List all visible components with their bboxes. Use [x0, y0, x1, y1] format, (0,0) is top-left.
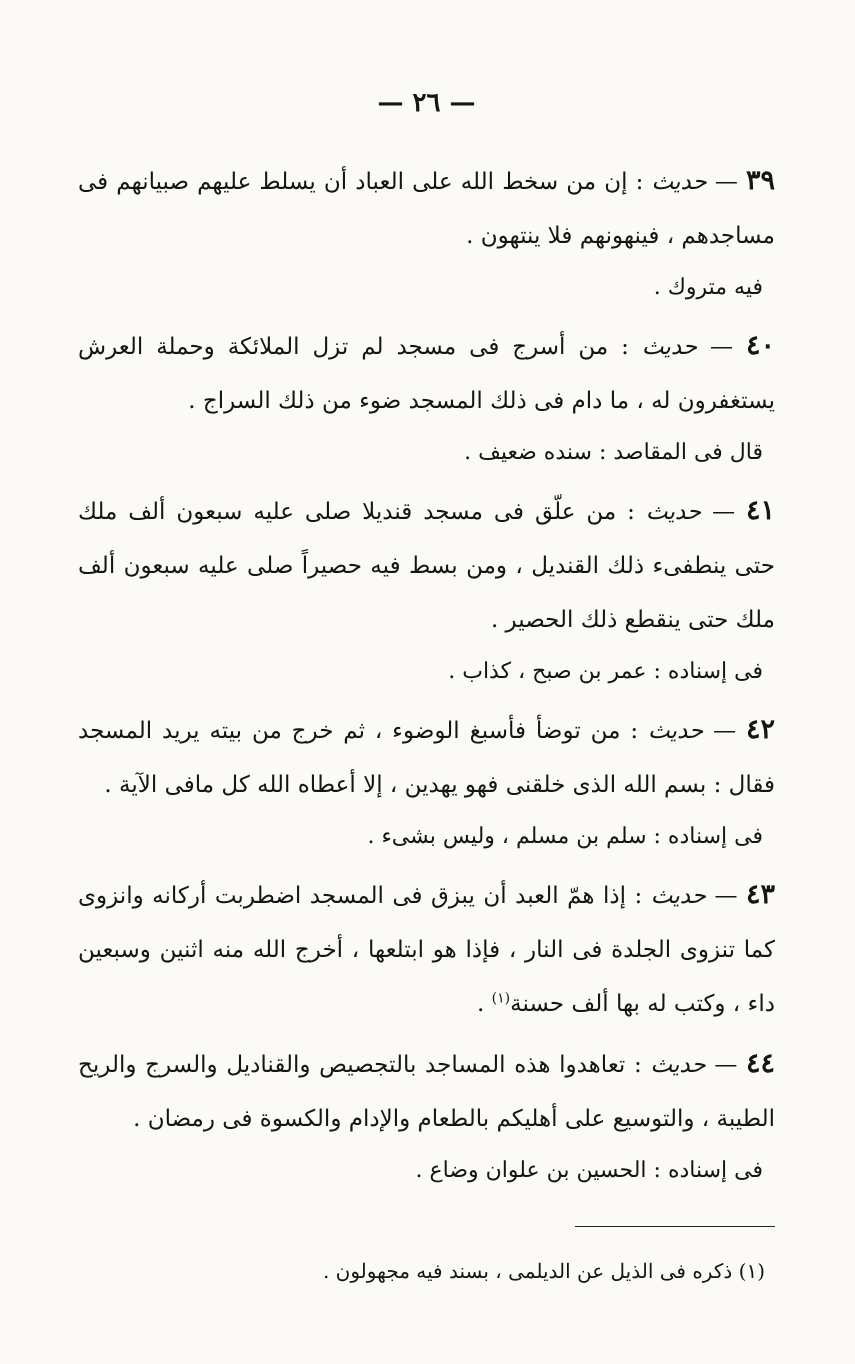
hadith-text: [78, 484, 775, 647]
hadith-colon: :: [625, 1052, 651, 1078]
hadith-number: ٤٠: [746, 330, 776, 361]
hadith-colon: :: [627, 169, 652, 195]
hadith-entry-39: [78, 154, 775, 313]
hadith-number: ٣٩: [745, 165, 775, 196]
hadith-number: ٤١: [746, 495, 776, 526]
hadith-dash: —: [703, 718, 746, 744]
hadith-colon: :: [626, 883, 651, 909]
hadith-text: [78, 703, 775, 812]
hadith-dash: —: [705, 1052, 746, 1078]
hadith-dash: —: [697, 334, 746, 360]
hadith-note: فى إسناده : سلم بن مسلم ، وليس بشىء .: [367, 824, 763, 849]
hadith-label: حديث: [650, 883, 707, 909]
hadith-entry-43: [78, 868, 775, 1031]
hadith-number: ٤٤: [745, 1048, 775, 1079]
hadith-entry-44: [78, 1037, 775, 1196]
hadith-dash: —: [706, 883, 746, 909]
hadith-entry-42: [78, 703, 775, 862]
hadith-label: حديث: [651, 169, 707, 195]
hadith-colon: :: [620, 718, 648, 744]
hadith-note: فى إسناده : الحسين بن علوان وضاع .: [415, 1158, 763, 1183]
hadith-text: [78, 154, 775, 263]
hadith-text: [78, 319, 775, 428]
hadith-text: [78, 1037, 775, 1146]
hadith-body: من علّق فى مسجد قنديلا صلى عليه سبعون ألف ملك حتى ينطفىء ذلك القنديل ، ومن بسط فيه حصيراً صلى عليه سبعون ألف ملك حتى ينقطع ذلك الحصير .: [78, 499, 775, 633]
hadith-label: حديث: [647, 718, 704, 744]
hadith-dash: —: [701, 499, 746, 525]
hadith-text: [78, 868, 775, 1031]
hadith-body: تعاهدوا هذه المساجد بالتجصيص والقناديل والسرج والريح الطيبة ، والتوسيع على أهليكم بالطعام والإدام والكسوة فى رمضان .: [78, 1052, 775, 1132]
hadith-note: قال فى المقاصد : سنده ضعيف .: [464, 440, 763, 465]
hadith-number: ٤٢: [746, 714, 776, 745]
hadith-dash: —: [706, 169, 746, 195]
hadith-label: حديث: [645, 499, 702, 525]
hadith-colon: :: [616, 499, 646, 525]
hadith-entry-40: [78, 319, 775, 478]
hadith-end: .: [477, 991, 492, 1017]
footnote-separator: [575, 1226, 775, 1227]
hadith-label: حديث: [650, 1052, 706, 1078]
hadith-entry-41: [78, 484, 775, 697]
hadith-body: من أسرج فى مسجد لم تزل الملائكة وحملة العرش يستغفرون له ، ما دام فى ذلك المسجد ضوء من ذلك السراج .: [78, 334, 775, 414]
hadith-body: إن من سخط الله على العباد أن يسلط عليهم صبيانهم فى مساجدهم ، فينهونهم فلا ينتهون .: [78, 169, 775, 249]
footnote-reference[interactable]: (١): [491, 990, 511, 1007]
hadith-note: فى إسناده : عمر بن صبح ، كذاب .: [448, 659, 763, 684]
hadith-colon: :: [608, 334, 642, 360]
hadith-body: إذا همّ العبد أن يبزق فى المسجد اضطربت أركانه وانزوى كما تنزوى الجلدة فى النار ، فإذا هو ابتلعها ، أخرج الله منه اثنين وسبعين داء ، وكتب له بها ألف حسنة: [78, 883, 775, 1017]
hadith-note: فيه متروك .: [653, 275, 763, 300]
hadith-body: من توضأ فأسبغ الوضوء ، ثم خرج من بيته يريد المسجد فقال : بسم الله الذى خلقنى فهو يهدين ، إلا أعطاه الله كل مافى الآية .: [78, 718, 775, 798]
hadith-number: ٤٣: [745, 879, 775, 910]
page-number: — ٢٦ —: [377, 88, 476, 118]
footnote: (١) ذكره فى الذيل عن الديلمى ، بسند فيه مجهولون .: [322, 1259, 765, 1283]
hadith-label: حديث: [641, 334, 698, 360]
